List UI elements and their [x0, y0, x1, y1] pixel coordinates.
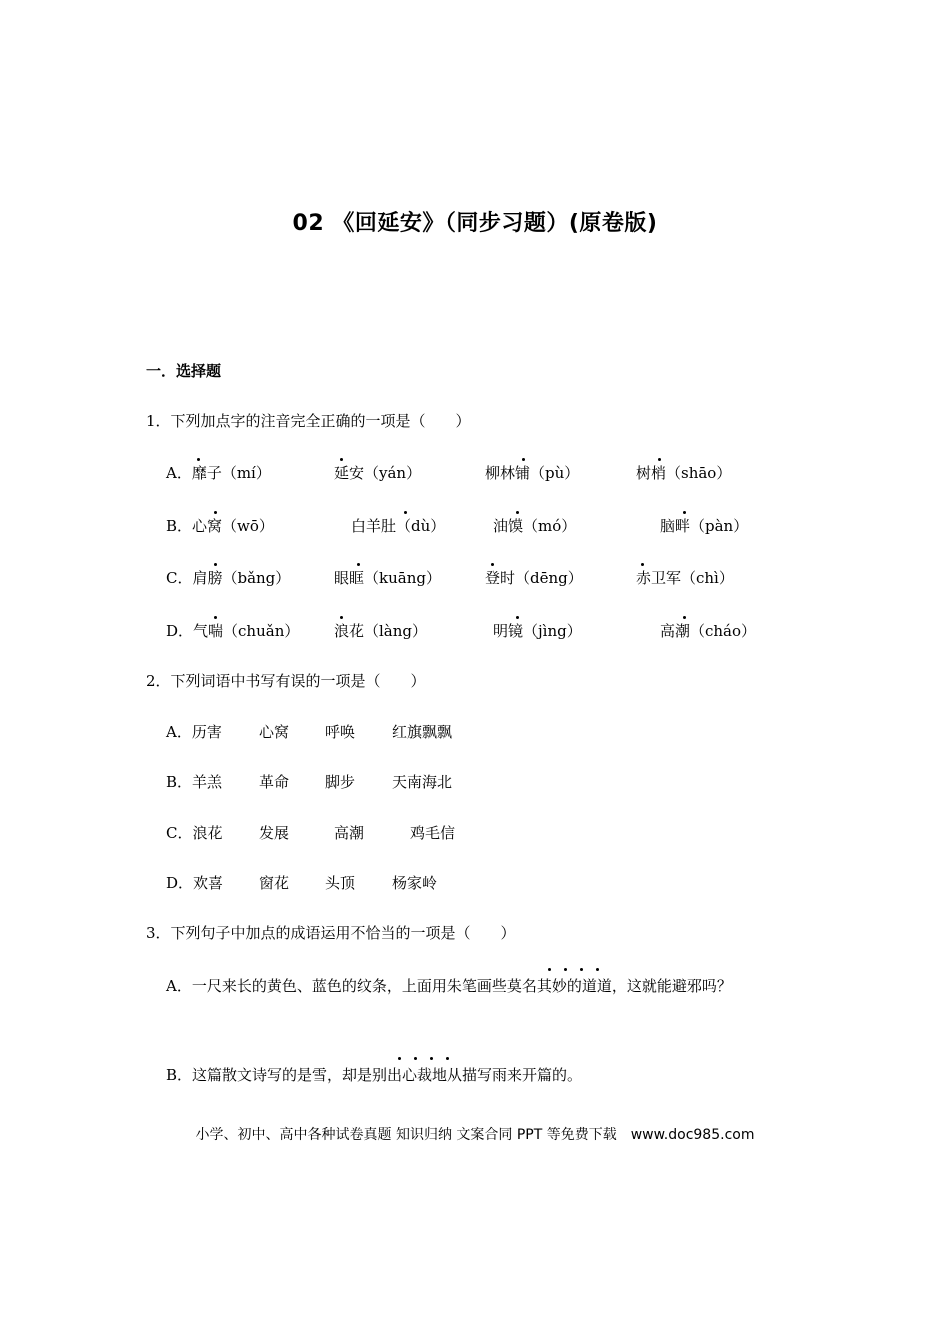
emphasis-dot: [404, 511, 407, 514]
emphasis-dot: [414, 1057, 417, 1060]
emphasis-dot: [197, 458, 200, 461]
q1-option-b-3: 油馍（mó）: [493, 517, 577, 535]
emphasis-dot: [683, 616, 686, 619]
emphasis-dot: [214, 511, 217, 514]
emphasis-dot: [516, 616, 519, 619]
q2-option-a-3: 呼唤: [325, 723, 356, 741]
section-heading: 一．选择题: [146, 362, 222, 380]
q1-option-a-4: 树梢（shāo）: [636, 464, 732, 482]
emphasis-dot: [214, 616, 217, 619]
question-1-stem: 1．下列加点字的注音完全正确的一项是（ ）: [146, 412, 471, 430]
emphasis-dot: [357, 563, 360, 566]
q2-option-d-2: 窗花: [259, 874, 290, 892]
emphasis-dot: [430, 1057, 433, 1060]
q1-option-c-1: C．肩膀（bǎng）: [166, 569, 291, 587]
q2-option-c-2: 发展: [259, 824, 290, 842]
q1-option-a-1: A．靡子（mí）: [166, 464, 271, 482]
emphasis-dot: [491, 563, 494, 566]
emphasis-dot: [564, 968, 567, 971]
q2-option-d-1: D．欢喜: [166, 874, 224, 892]
emphasis-dot: [580, 968, 583, 971]
emphasis-dot: [641, 563, 644, 566]
q2-option-a-2: 心窝: [259, 723, 290, 741]
emphasis-dot: [340, 616, 343, 619]
q2-option-d-4: 杨家岭: [392, 874, 438, 892]
q2-option-b-1: B．羊羔: [166, 773, 223, 791]
emphasis-dot: [340, 458, 343, 461]
emphasis-dot: [214, 563, 217, 566]
q1-option-c-3: 登时（dēng）: [485, 569, 583, 587]
q1-option-d-1: D．气喘（chuǎn）: [166, 622, 300, 640]
q1-option-d-3: 明镜（jìng）: [493, 622, 582, 640]
question-2-stem: 2．下列词语中书写有误的一项是（ ）: [146, 672, 426, 690]
q2-option-a-4: 红旗飘飘: [392, 723, 453, 741]
q2-option-a-1: A．历害: [166, 723, 222, 741]
question-3-stem: 3．下列句子中加点的成语运用不恰当的一项是（ ）: [146, 924, 516, 942]
q3-option-a: A．一尺来长的黄色、蓝色的纹条，上面用朱笔画些莫名其妙的道道，这就能避邪吗？: [166, 977, 732, 995]
emphasis-dot: [596, 968, 599, 971]
q1-option-b-2: 白羊肚（dù）: [351, 517, 446, 535]
q1-option-c-4: 赤卫军（chì）: [636, 569, 734, 587]
q1-option-a-3: 柳林铺（pù）: [485, 464, 580, 482]
q1-option-a-2: 延安（yán）: [334, 464, 422, 482]
q1-option-d-2: 浪花（làng）: [334, 622, 428, 640]
q3-option-b: B．这篇散文诗写的是雪，却是别出心裁地从描写雨来开篇的。: [166, 1066, 583, 1084]
q2-option-c-4: 鸡毛信: [410, 824, 456, 842]
q1-option-c-2: 眼眶（kuāng）: [334, 569, 441, 587]
emphasis-dot: [446, 1057, 449, 1060]
emphasis-dot: [398, 1057, 401, 1060]
emphasis-dot: [522, 458, 525, 461]
q2-option-b-4: 天南海北: [392, 773, 453, 791]
emphasis-dot: [516, 511, 519, 514]
footer-text: 小学、初中、高中各种试卷真题 知识归纳 文案合同 PPT 等免费下载 www.doc985.com: [195, 1127, 755, 1143]
q2-option-c-3: 高潮: [334, 824, 365, 842]
q2-option-d-3: 头顶: [325, 874, 356, 892]
q1-option-b-4: 脑畔（pàn）: [660, 517, 749, 535]
q1-option-d-4: 高潮（cháo）: [660, 622, 757, 640]
q1-option-b-1: B．心窝（wō）: [166, 517, 274, 535]
q2-option-c-1: C．浪花: [166, 824, 223, 842]
emphasis-dot: [548, 968, 551, 971]
emphasis-dot: [683, 511, 686, 514]
page-title: 02 《回延安》（同步习题）(原卷版): [292, 211, 658, 236]
emphasis-dot: [658, 458, 661, 461]
q2-option-b-3: 脚步: [325, 773, 356, 791]
q2-option-b-2: 革命: [259, 773, 290, 791]
